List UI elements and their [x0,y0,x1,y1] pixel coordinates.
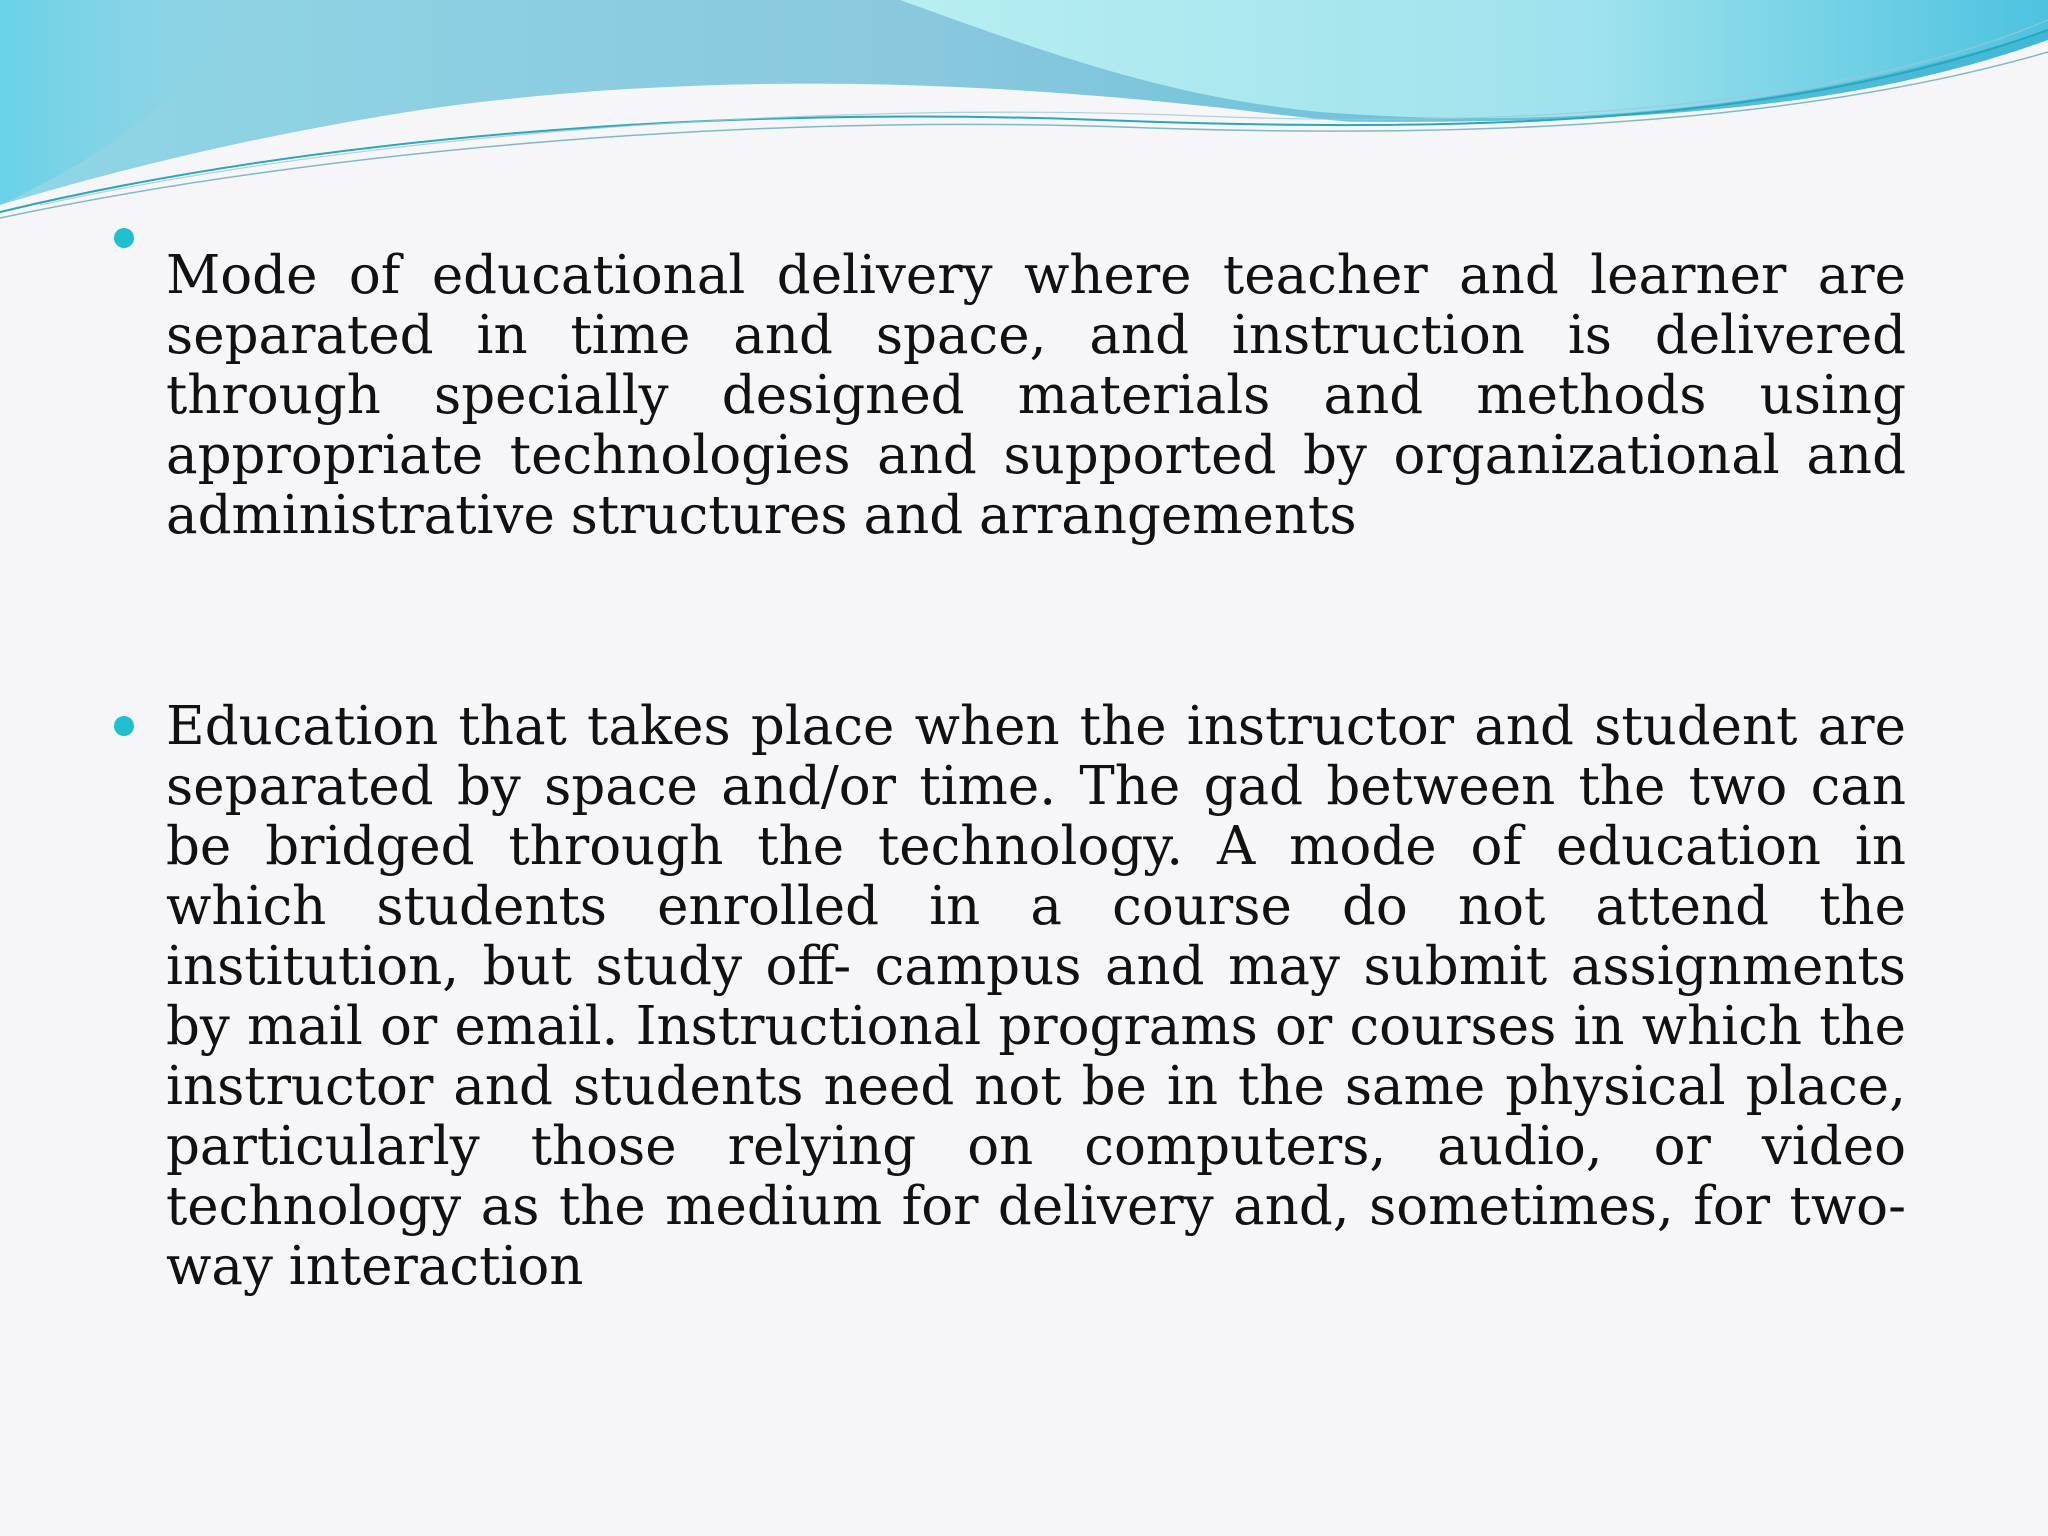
bullet-dot-icon [114,228,134,248]
bullet-dot-icon [114,716,134,736]
bullet-text-2: Education that takes place when the instructor and student are separated by space and/or time. The gad between the two can be bridged through the technology. A mode of education in which students enrolled in a course do not attend the institution, but study off- campus and may submit assignments by mail or email. Instructional programs or courses in which the instructor and students need not be in the same physical place, particularly those relying on computers, audio, or video technology as the medium for delivery and, sometimes, for two-way interaction [166,696,1906,1297]
bullet-text-1: Mode of educational delivery where teacher and learner are separated in time and space, and instruction is delivered through specially designed materials and methods using appropriate technologies and supported by organizational and administrative structures and arrangements [166,245,1906,546]
